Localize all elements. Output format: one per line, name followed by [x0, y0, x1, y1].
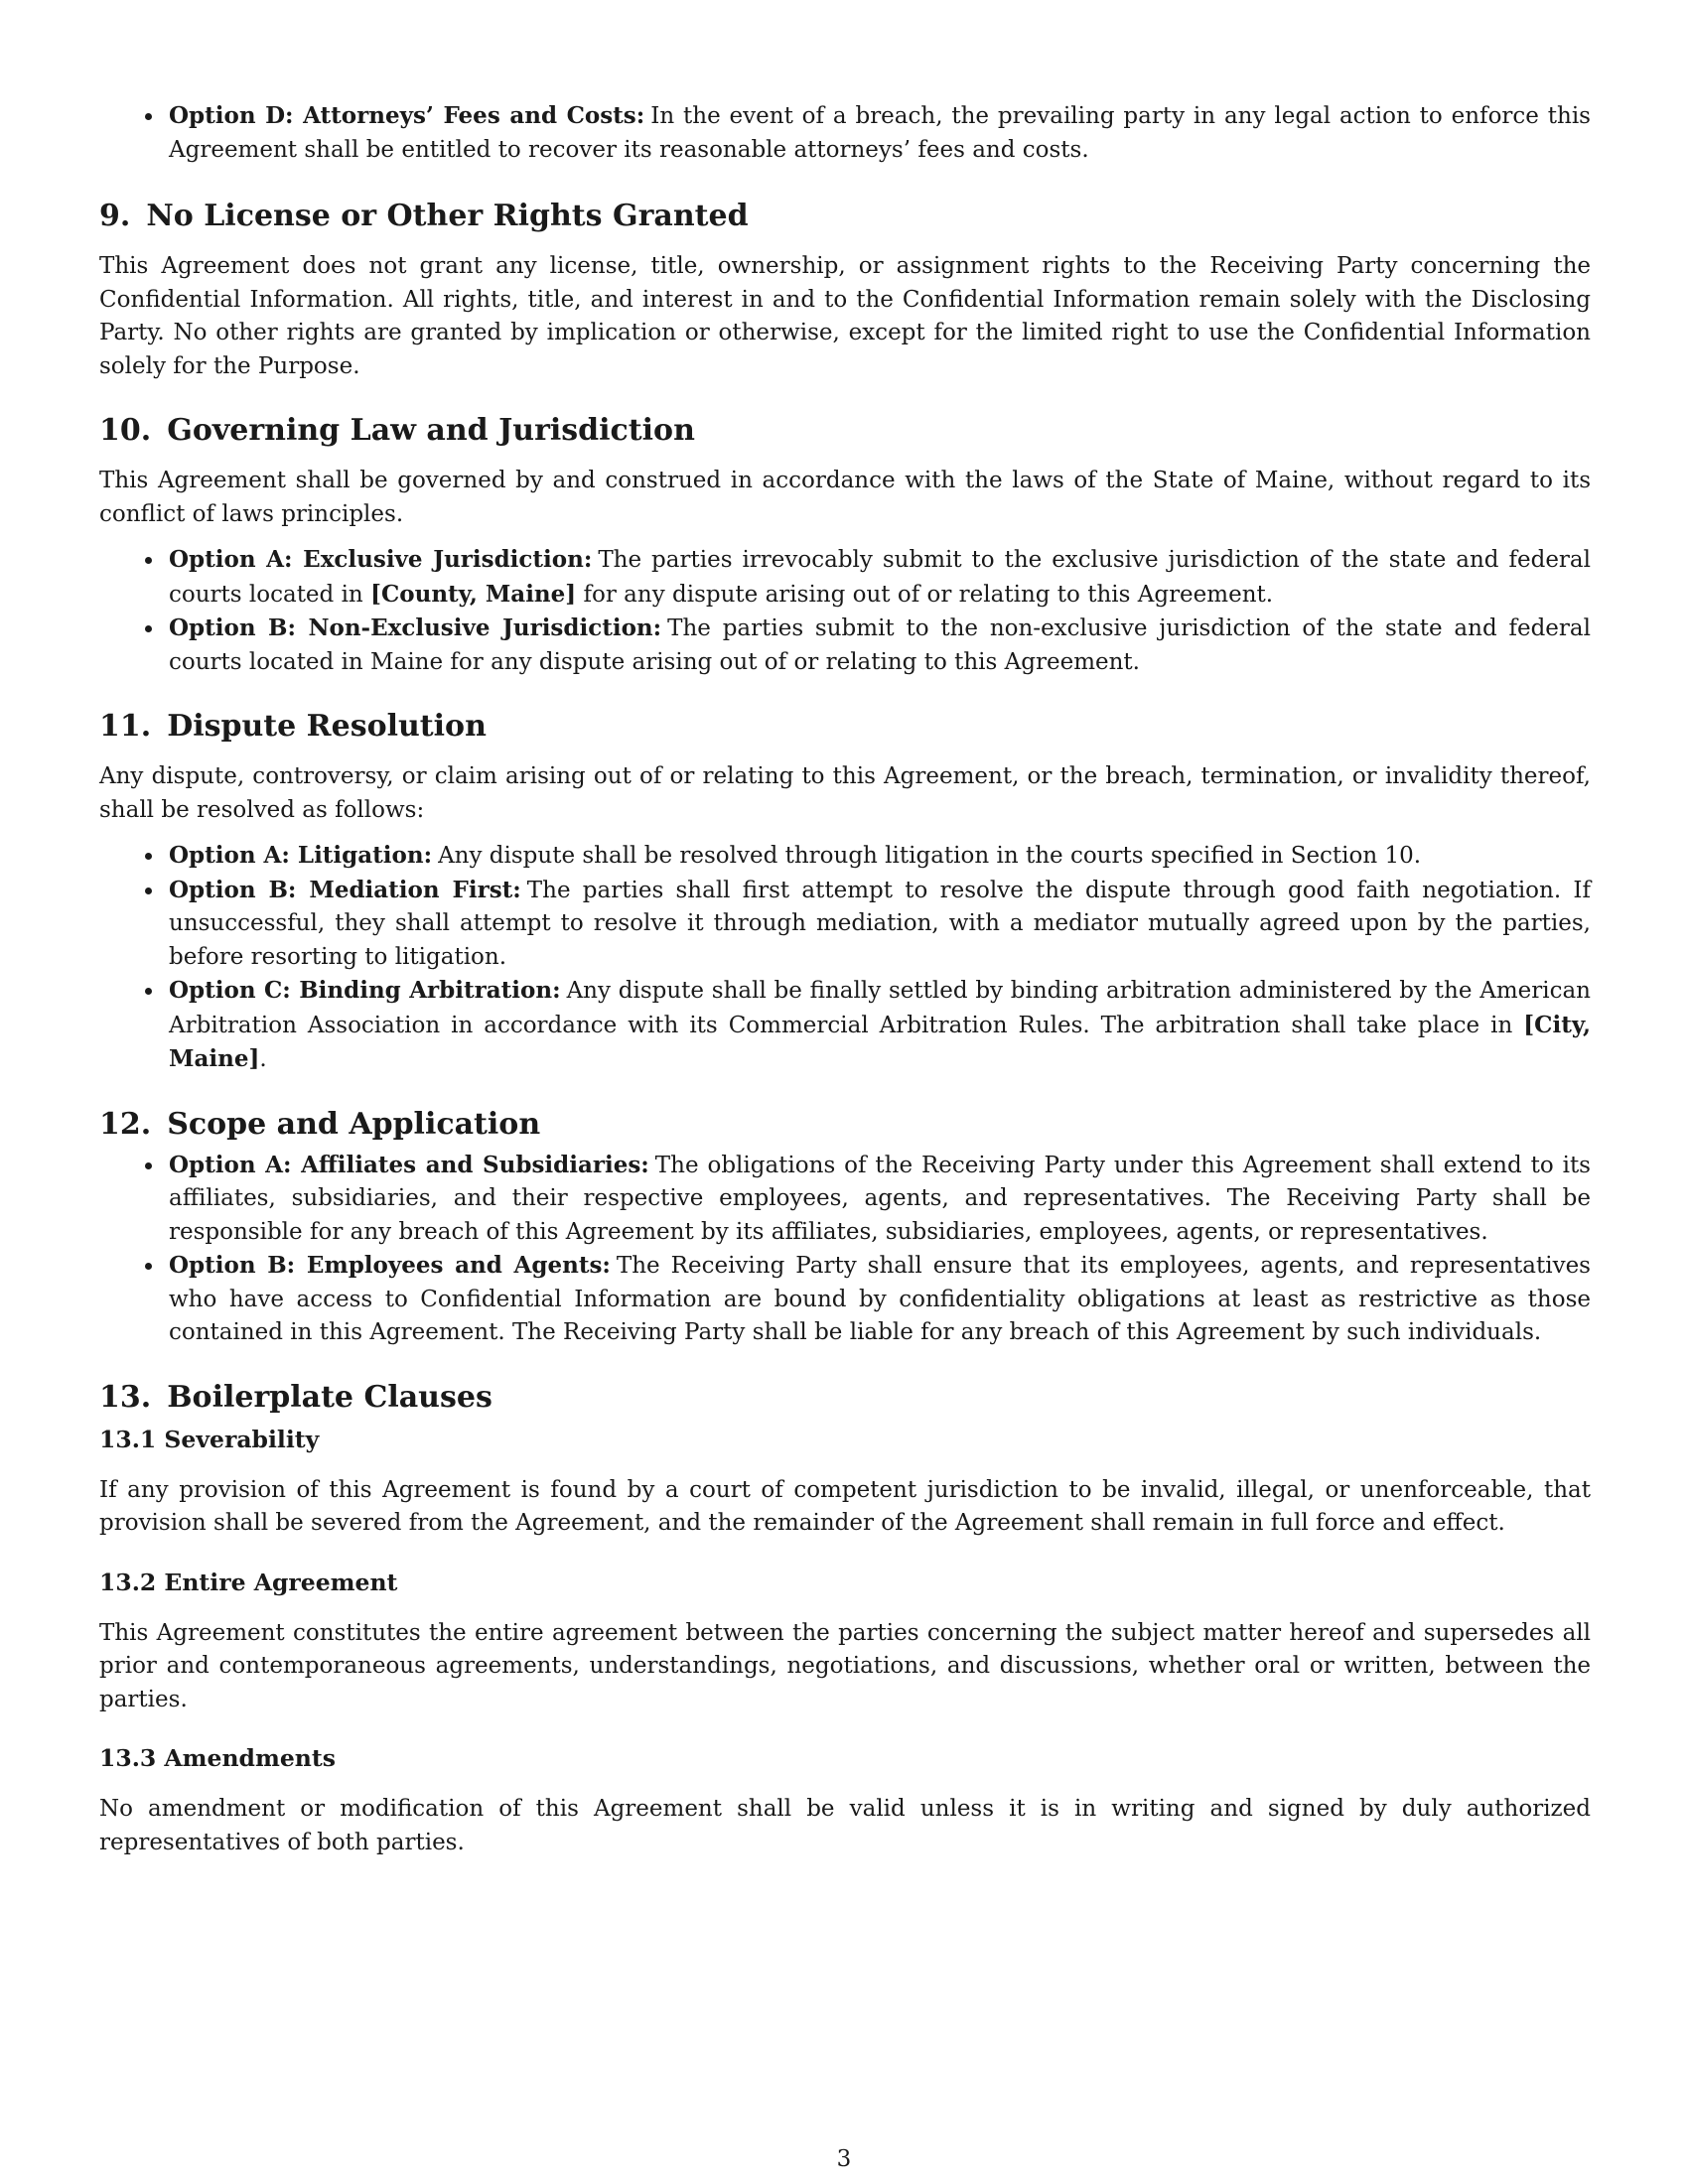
section-11-options	[99, 839, 1591, 1077]
option-label: Option A: Litigation:	[169, 842, 433, 869]
option-c-binding-arbitration	[169, 974, 1591, 1077]
option-b-employees-agents	[169, 1249, 1591, 1350]
section-9-heading	[99, 197, 1591, 236]
section-number: 11.	[99, 709, 152, 744]
option-a-exclusive-jurisdiction	[169, 543, 1591, 612]
option-label: Option D: Attorneys’ Fees and Costs:	[169, 102, 645, 129]
section-title: Dispute Resolution	[167, 709, 487, 744]
section-11-body: Any dispute, controversy, or claim arising out of or relating to this Agreement, or the breach, termination, or invalidity thereof, shall be resolved as follows:	[99, 763, 1591, 823]
option-text-end: .	[259, 1046, 267, 1072]
page-number: 3	[836, 2146, 852, 2172]
section-12	[99, 1105, 1591, 1350]
option-label: Option C: Binding Arbitration:	[169, 977, 561, 1004]
document-page	[99, 99, 1591, 1859]
subsection-heading: 13.2 Entire Agreement	[99, 1568, 398, 1596]
option-label: Option B: Mediation First:	[169, 876, 521, 903]
subsection-13-2	[99, 1567, 1591, 1717]
option-label: Option A: Affiliates and Subsidiaries:	[169, 1151, 649, 1178]
section-number: 9.	[99, 199, 131, 233]
option-text: The parties shall first attempt to resolve the dispute through good faith negotiation. If unsuccessful, they shall attempt to resolve it through mediation, with a mediator mutually agreed upon by the parties, before resorting to litigation.	[169, 877, 1591, 970]
subsection-body: If any provision of this Agreement is found by a court of competent jurisdiction to be invalid, illegal, or unenforceable, that provision shall be severed from the Agreement, and the remainder of the Agreement shall remain in full force and effect.	[99, 1476, 1591, 1536]
subsection-13-3	[99, 1742, 1591, 1859]
option-text: The parties submit to the non-exclusive jurisdiction of the state and federal courts located in Maine for any dispute arising out of or relating to this Agreement.	[169, 615, 1591, 675]
section-10-options	[99, 543, 1591, 679]
section-12-options	[99, 1149, 1591, 1350]
section-11	[99, 707, 1591, 1077]
subsection-heading: 13.1 Severability	[99, 1425, 320, 1453]
city-placeholder: [City, Maine]	[169, 1011, 1591, 1072]
county-placeholder: [County, Maine]	[370, 580, 577, 608]
section-number: 10.	[99, 413, 152, 448]
subsection-body: This Agreement constitutes the entire agreement between the parties concerning the subject matter hereof and supersedes all prior and contemporaneous agreements, understandings, negotiations, and discussions, whether oral or written, between the parties.	[99, 1619, 1591, 1712]
section-9	[99, 197, 1591, 383]
section-title: Scope and Application	[167, 1106, 541, 1142]
option-text: In the event of a breach, the prevailing party in any legal action to enforce this Agreement shall be entitled to recover its reasonable attorneys’ fees and costs.	[169, 103, 1591, 163]
subsection-13-1	[99, 1424, 1591, 1541]
option-label: Option A: Exclusive Jurisdiction:	[169, 546, 593, 573]
option-a-affiliates-subsidiaries	[169, 1149, 1591, 1250]
section-number: 13.	[99, 1379, 152, 1415]
option-text: Any dispute shall be resolved through litigation in the courts specified in Section 10.	[438, 843, 1422, 869]
option-b-mediation-first	[169, 874, 1591, 975]
section-10	[99, 411, 1591, 679]
section-13-heading	[99, 1378, 1591, 1418]
section-12-heading	[99, 1105, 1591, 1145]
section-title: Boilerplate Clauses	[167, 1379, 492, 1415]
option-b-non-exclusive-jurisdiction	[169, 612, 1591, 679]
section-9-body: This Agreement does not grant any license, title, ownership, or assignment rights to the Receiving Party concerning the Confidential Information. All rights, title, and interest in and to the Confidential Information remain solely with the Disclosing Party. No other rights are granted by implication or otherwise, except for the limited right to use the Confidential Information solely for the Purpose.	[99, 253, 1591, 379]
section-number: 12.	[99, 1106, 152, 1142]
carryover-option-list	[99, 99, 1591, 167]
option-label: Option B: Employees and Agents:	[169, 1252, 611, 1279]
option-a-litigation	[169, 839, 1591, 874]
option-text-end: for any dispute arising out of or relating to this Agreement.	[576, 581, 1274, 608]
option-label: Option B: Non-Exclusive Jurisdiction:	[169, 614, 662, 641]
section-title: No License or Other Rights Granted	[146, 199, 749, 233]
option-text: The obligations of the Receiving Party under this Agreement shall extend to its affiliates, subsidiaries, and their respective employees, agents, and representatives. The Receiving Party shall be responsible for any breach of this Agreement by its affiliates, subsidiaries, employees, agents, or representatives.	[169, 1152, 1591, 1245]
option-text: The Receiving Party shall ensure that its employees, agents, and representatives who have access to Confidential Information are bound by confidentiality obligations at least as restrictive as those contained in this Agreement. The Receiving Party shall be liable for any breach of this Agreement by such individuals.	[169, 1253, 1591, 1345]
section-10-body: This Agreement shall be governed by and construed in accordance with the laws of the State of Maine, without regard to its conflict of laws principles.	[99, 468, 1591, 527]
option-text: Any dispute shall be finally settled by binding arbitration administered by the American Arbitration Association in accordance with its Commercial Arbitration Rules. The arbitration shall take place in	[169, 978, 1591, 1038]
section-title: Governing Law and Jurisdiction	[167, 413, 695, 448]
subsection-heading: 13.3 Amendments	[99, 1744, 336, 1772]
option-text: The parties irrevocably submit to the exclusive jurisdiction of the state and federal courts located in	[169, 547, 1591, 608]
section-11-heading	[99, 707, 1591, 747]
section-13	[99, 1378, 1591, 1860]
subsection-body: No amendment or modification of this Agreement shall be valid unless it is in writing and signed by duly authorized representatives of both parties.	[99, 1796, 1591, 1855]
section-10-heading	[99, 411, 1591, 451]
option-d-attorneys-fees	[169, 99, 1591, 167]
